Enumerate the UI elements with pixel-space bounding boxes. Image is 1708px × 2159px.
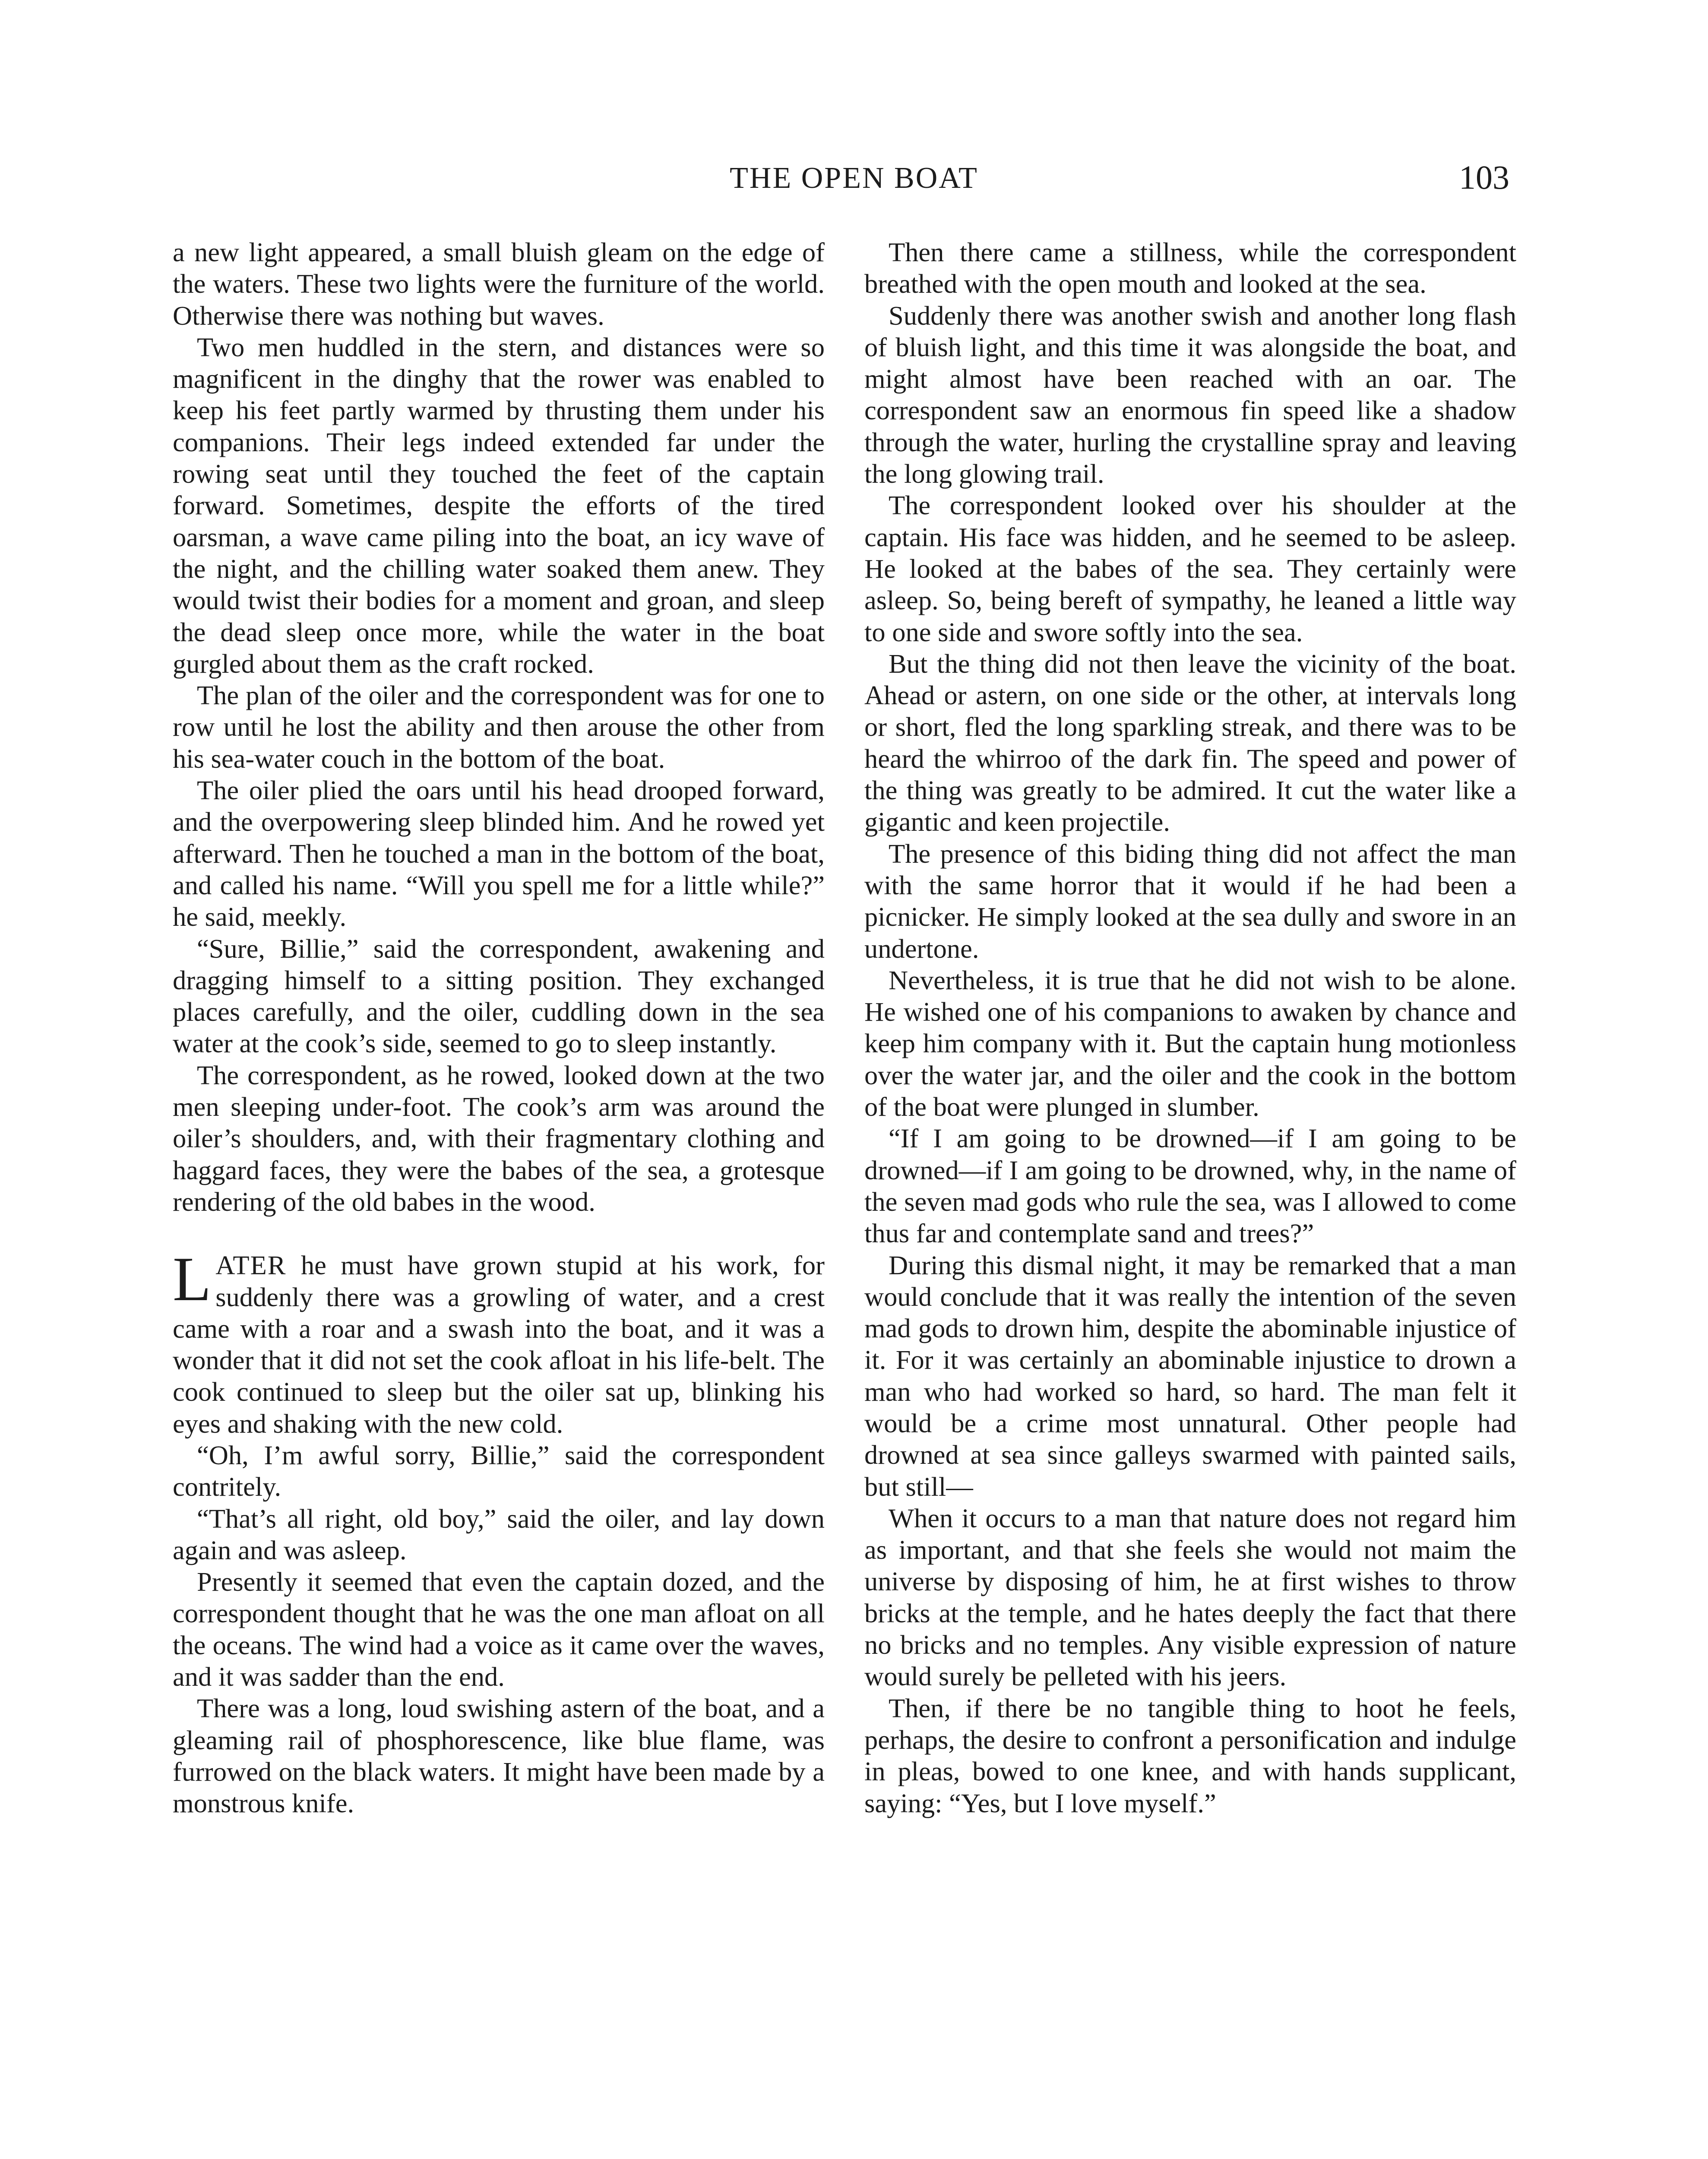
paragraph: Nevertheless, it is true that he did not wish to be alone. He wished one of his companions to awaken by chance and keep him company with it. But the captain hung motionless over the water jar, and the oiler and the cook in the bottom of the boat were plunged in slumber. [864,965,1516,1122]
paragraph: “Oh, I’m awful sorry, Billie,” said the correspondent contritely. [173,1440,825,1502]
paragraph: The correspondent looked over his shoulder at the captain. His face was hidden, and he seemed to be asleep. He looked at the babes of the sea. They certainly were asleep. So, being bereft of sympathy, he leaned a little way to one side and swore softly into the sea. [864,490,1516,647]
paragraph: Then there came a stillness, while the correspondent breathed with the open mouth and looked at the sea. [864,237,1516,299]
paragraph: Then, if there be no tangible thing to hoot he feels, perhaps, the desire to confront a personification and indulge in pleas, bowed to one knee, and with hands supplicant, saying: “Yes, but I love myself.” [864,1693,1516,1818]
drop-cap: L [173,1244,212,1314]
lead-caps: ATER [215,1250,287,1281]
paragraph: During this dismal night, it may be remarked that a man would conclude that it was really the intention of the seven mad gods to drown him, despite the abominable injustice of it. For it was certainly an abominable injustice to drown a man who had worked so hard, so hard. The man felt it would be a crime most unnatural. Other people had drowned at sea since galleys swarmed with painted sails, but still— [864,1250,1516,1502]
paragraph: But the thing did not then leave the vicinity of the boat. Ahead or astern, on one side or the other, at intervals long or short, fled the long sparkling streak, and there was to be heard the whirroo of the dark fin. The speed and power of the thing was greatly to be admired. It cut the water like a gigantic and keen projectile. [864,648,1516,837]
right-column [864,237,1516,1819]
paragraph: The presence of this biding thing did not affect the man with the same horror that it would if he had been a picnicker. He simply looked at the sea dully and swore in an undertone. [864,838,1516,964]
paragraph: “Sure, Billie,” said the correspondent, awakening and dragging himself to a sitting position. They exchanged places carefully, and the oiler, cuddling down in the sea water at the cook’s side, seemed to go to sleep instantly. [173,933,825,1059]
page-number: 103 [1459,158,1509,196]
left-column [173,237,825,1820]
section-opening-paragraph [173,1244,825,1440]
paragraph: The plan of the oiler and the correspondent was for one to row until he lost the ability and then arouse the other from his sea-water couch in the bottom of the boat. [173,680,825,774]
section-text: he must have grown stupid at his work, for suddenly there was a growling of water, and a crest came with a roar and a swash into the boat, and it was a wonder that it did not set the cook afloat in his life-belt. The cook continued to sleep but the oiler sat up, blinking his eyes and shaking with the new cold. [173,1250,825,1439]
paragraph: Presently it seemed that even the captain dozed, and the correspondent thought that he was the one man afloat on all the oceans. The wind had a voice as it came over the waves, and it was sadder than the end. [173,1567,825,1692]
paragraph: “If I am going to be drowned—if I am going to be drowned—if I am going to be drowned, why, in the name of the seven mad gods who rule the sea, was I allowed to come thus far and contemplate sand and trees?” [864,1123,1516,1249]
paragraph: The oiler plied the oars until his head drooped forward, and the overpowering sleep blinded him. And he rowed yet afterward. Then he touched a man in the bottom of the boat, and called his name. “Will you spell me for a little while?” he said, meekly. [173,775,825,932]
paragraph: Suddenly there was another swish and another long flash of bluish light, and this time it was alongside the boat, and might almost have been reached with an oar. The correspondent saw an enormous fin speed like a shadow through the water, hurling the crystalline spray and leaving the long glowing trail. [864,300,1516,489]
paragraph: The correspondent, as he rowed, looked down at the two men sleeping under-foot. The cook’s arm was around the oiler’s shoulders, and, with their fragmentary clothing and haggard faces, they were the babes of the sea, a grotesque rendering of the old babes in the wood. [173,1060,825,1217]
paragraph: Two men huddled in the stern, and distances were so magnificent in the dinghy that the rower was enabled to keep his feet partly warmed by thrusting them under his companions. Their legs indeed extended far under the rowing seat until they touched the feet of the captain forward. Sometimes, despite the efforts of the tired oarsman, a wave came piling into the boat, an icy wave of the night, and the chilling water soaked them anew. They would twist their bodies for a moment and groan, and sleep the dead sleep once more, while the water in the boat gurgled about them as the craft rocked. [173,332,825,679]
paragraph: “That’s all right, old boy,” said the oiler, and lay down again and was asleep. [173,1503,825,1565]
paragraph: There was a long, loud swishing astern of the boat, and a gleaming rail of phosphorescence, like blue flame, was furrowed on the black waters. It might have been made by a monstrous knife. [173,1693,825,1819]
running-header-title: THE OPEN BOAT [730,161,978,195]
paragraph: a new light appeared, a small bluish gleam on the edge of the waters. These two lights were the furniture of the world. Otherwise there was nothing but waves. [173,237,825,331]
paragraph: When it occurs to a man that nature does not regard him as important, and that she feels she would not maim the universe by disposing of him, he at first wishes to throw bricks at the temple, and he hates deeply the fact that there no bricks and no temples. Any visible expression of nature would surely be pelleted with his jeers. [864,1503,1516,1692]
